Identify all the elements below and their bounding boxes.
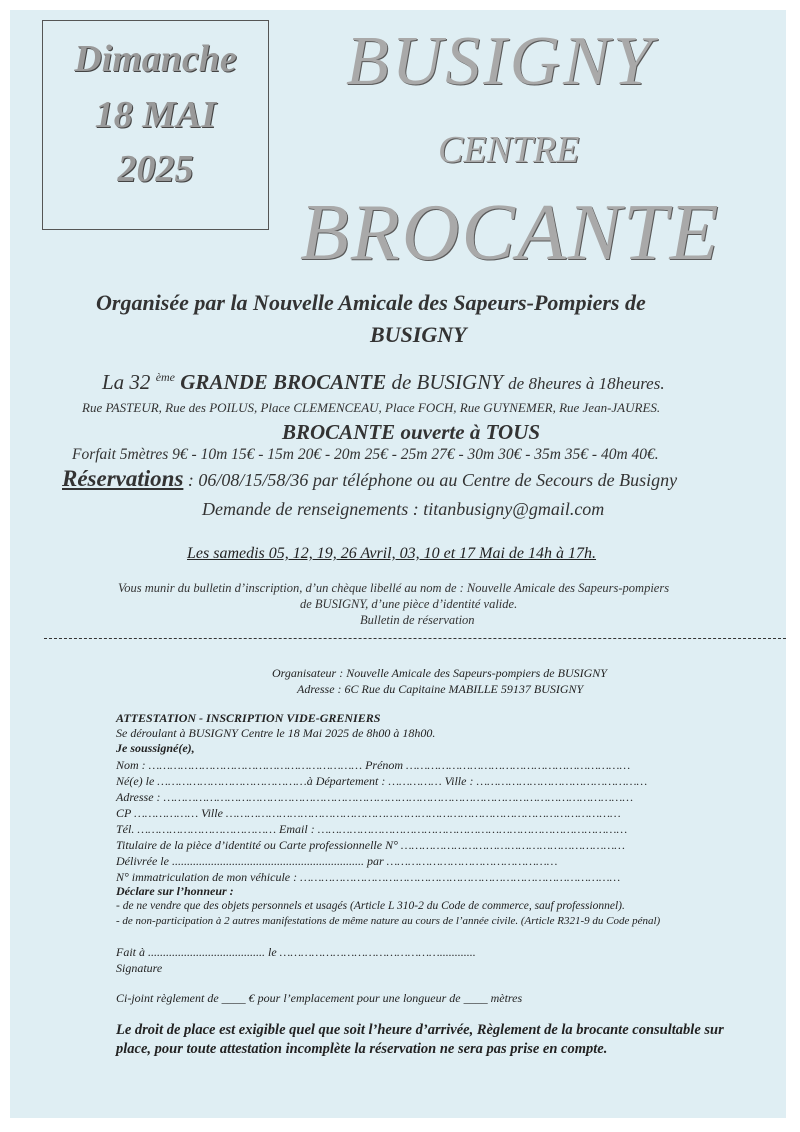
field-id-card[interactable]: Titulaire de la pièce d’identité ou Carte professionnelle N° ………………………………………………………	[116, 838, 625, 852]
edition-hours: de 8heures à 18heures.	[508, 374, 665, 393]
edition-line	[102, 370, 665, 395]
town-title: BUSIGNY	[346, 23, 655, 100]
edition-suffix: de BUSIGNY	[391, 370, 503, 394]
form-organizer: Organisateur : Nouvelle Amicale des Sapeurs-pompiers de BUSIGNY	[272, 666, 607, 680]
payment-line[interactable]: Ci-joint règlement de ____ € pour l’emplacement pour une longueur de ____ mètres	[116, 991, 523, 1005]
field-postcode-city[interactable]: CP ……………… Ville …………………………………………………………………………………………………	[116, 806, 621, 820]
date-day: Dimanche	[74, 38, 237, 80]
bring-line-1: Vous munir du bulletin d’inscription, d’un chèque libellé au nom de : Nouvelle Amicale des Sapeurs-pompiers	[118, 581, 670, 595]
declare-heading: Déclare sur l’honneur :	[116, 884, 234, 898]
declaration-2: - de non-participation à 2 autres manifestations de même nature au cours de l’année civile. (Article R321-9 du Code pénal)	[116, 915, 661, 927]
organizer-line-1: Organisée par la Nouvelle Amicale des Sapeurs-Pompiers de	[96, 290, 646, 315]
info-request: Demande de renseignements : titanbusigny@gmail.com	[202, 499, 605, 519]
field-phone-email[interactable]: Tél. ………………………………… Email : ……………………………………………………………………………	[116, 822, 628, 836]
signature-label: Signature	[116, 961, 163, 975]
field-name[interactable]: Nom : …………………………………………………… Prénom ………………………………………………………	[116, 758, 631, 772]
reservations-line	[62, 466, 677, 492]
price-list: Forfait 5mètres 9€ - 10m 15€ - 15m 20€ - 20m 25€ - 25m 27€ - 30m 30€ - 35m 35€ - 40m 40€.	[72, 446, 659, 463]
notice-line-1: Le droit de place est exigible quel que soit l’heure d’arrivée, Règlement de la brocante consultable sur	[116, 1022, 724, 1038]
saturdays-schedule: Les samedis 05, 12, 19, 26 Avril, 03, 10 et 17 Mai de 14h à 17h.	[187, 545, 597, 562]
form-title: ATTESTATION - INSCRIPTION VIDE-GRENIERS	[116, 711, 381, 725]
edition-title: GRANDE BROCANTE	[180, 370, 387, 394]
field-birth[interactable]: Né(e) le ……………………………………à Département : …………… Ville : …………………………………………	[116, 774, 648, 788]
date-box	[42, 20, 269, 230]
cut-line	[44, 638, 786, 639]
form-held: Se déroulant à BUSIGNY Centre le 18 Mai 2025 de 8h00 à 18h00.	[116, 726, 436, 740]
form-address: Adresse : 6C Rue du Capitaine MABILLE 59137 BUSIGNY	[297, 682, 584, 696]
streets-list: Rue PASTEUR, Rue des POILUS, Place CLEMENCEAU, Place FOCH, Rue GUYNEMER, Rue Jean-JAURES.	[82, 400, 661, 415]
date-year: 2025	[117, 148, 194, 190]
field-issued[interactable]: Délivrée le ................................................................ par …………………………………………	[116, 854, 558, 868]
bulletin-label: Bulletin de réservation	[360, 613, 475, 627]
bring-line-2: de BUSIGNY, d’une pièce d’identité valide.	[300, 597, 518, 611]
declaration-1: - de ne vendre que des objets personnels et usagés (Article L 310-2 du Code de commerce, sauf professionnel).	[116, 900, 625, 912]
organizer-line-2: BUSIGNY	[370, 322, 467, 347]
made-at-field[interactable]: Fait à ....................................... le ………………………………………............	[116, 945, 476, 959]
edition-prefix: La 32	[102, 370, 151, 394]
reservations-text: : 06/08/15/58/36 par téléphone ou au Centre de Secours de Busigny	[187, 470, 678, 490]
date-day-month: 18 MAI	[94, 94, 217, 136]
field-address[interactable]: Adresse : ……………………………………………………………………………………………………………………	[116, 790, 634, 804]
edition-superscript: ème	[155, 370, 176, 384]
event-title: BROCANTE	[300, 189, 721, 277]
open-to-all: BROCANTE ouverte à TOUS	[282, 420, 541, 444]
notice-line-2: place, pour toute attestation incomplète la réservation ne sera pas prise en compte.	[116, 1041, 608, 1057]
reservations-label: Réservations	[62, 466, 184, 491]
form-undersigned: Je soussigné(e),	[116, 741, 195, 755]
field-vehicle[interactable]: N° immatriculation de mon véhicule : ………………………………………………………………………………	[116, 870, 621, 884]
location-title: CENTRE	[438, 129, 580, 171]
